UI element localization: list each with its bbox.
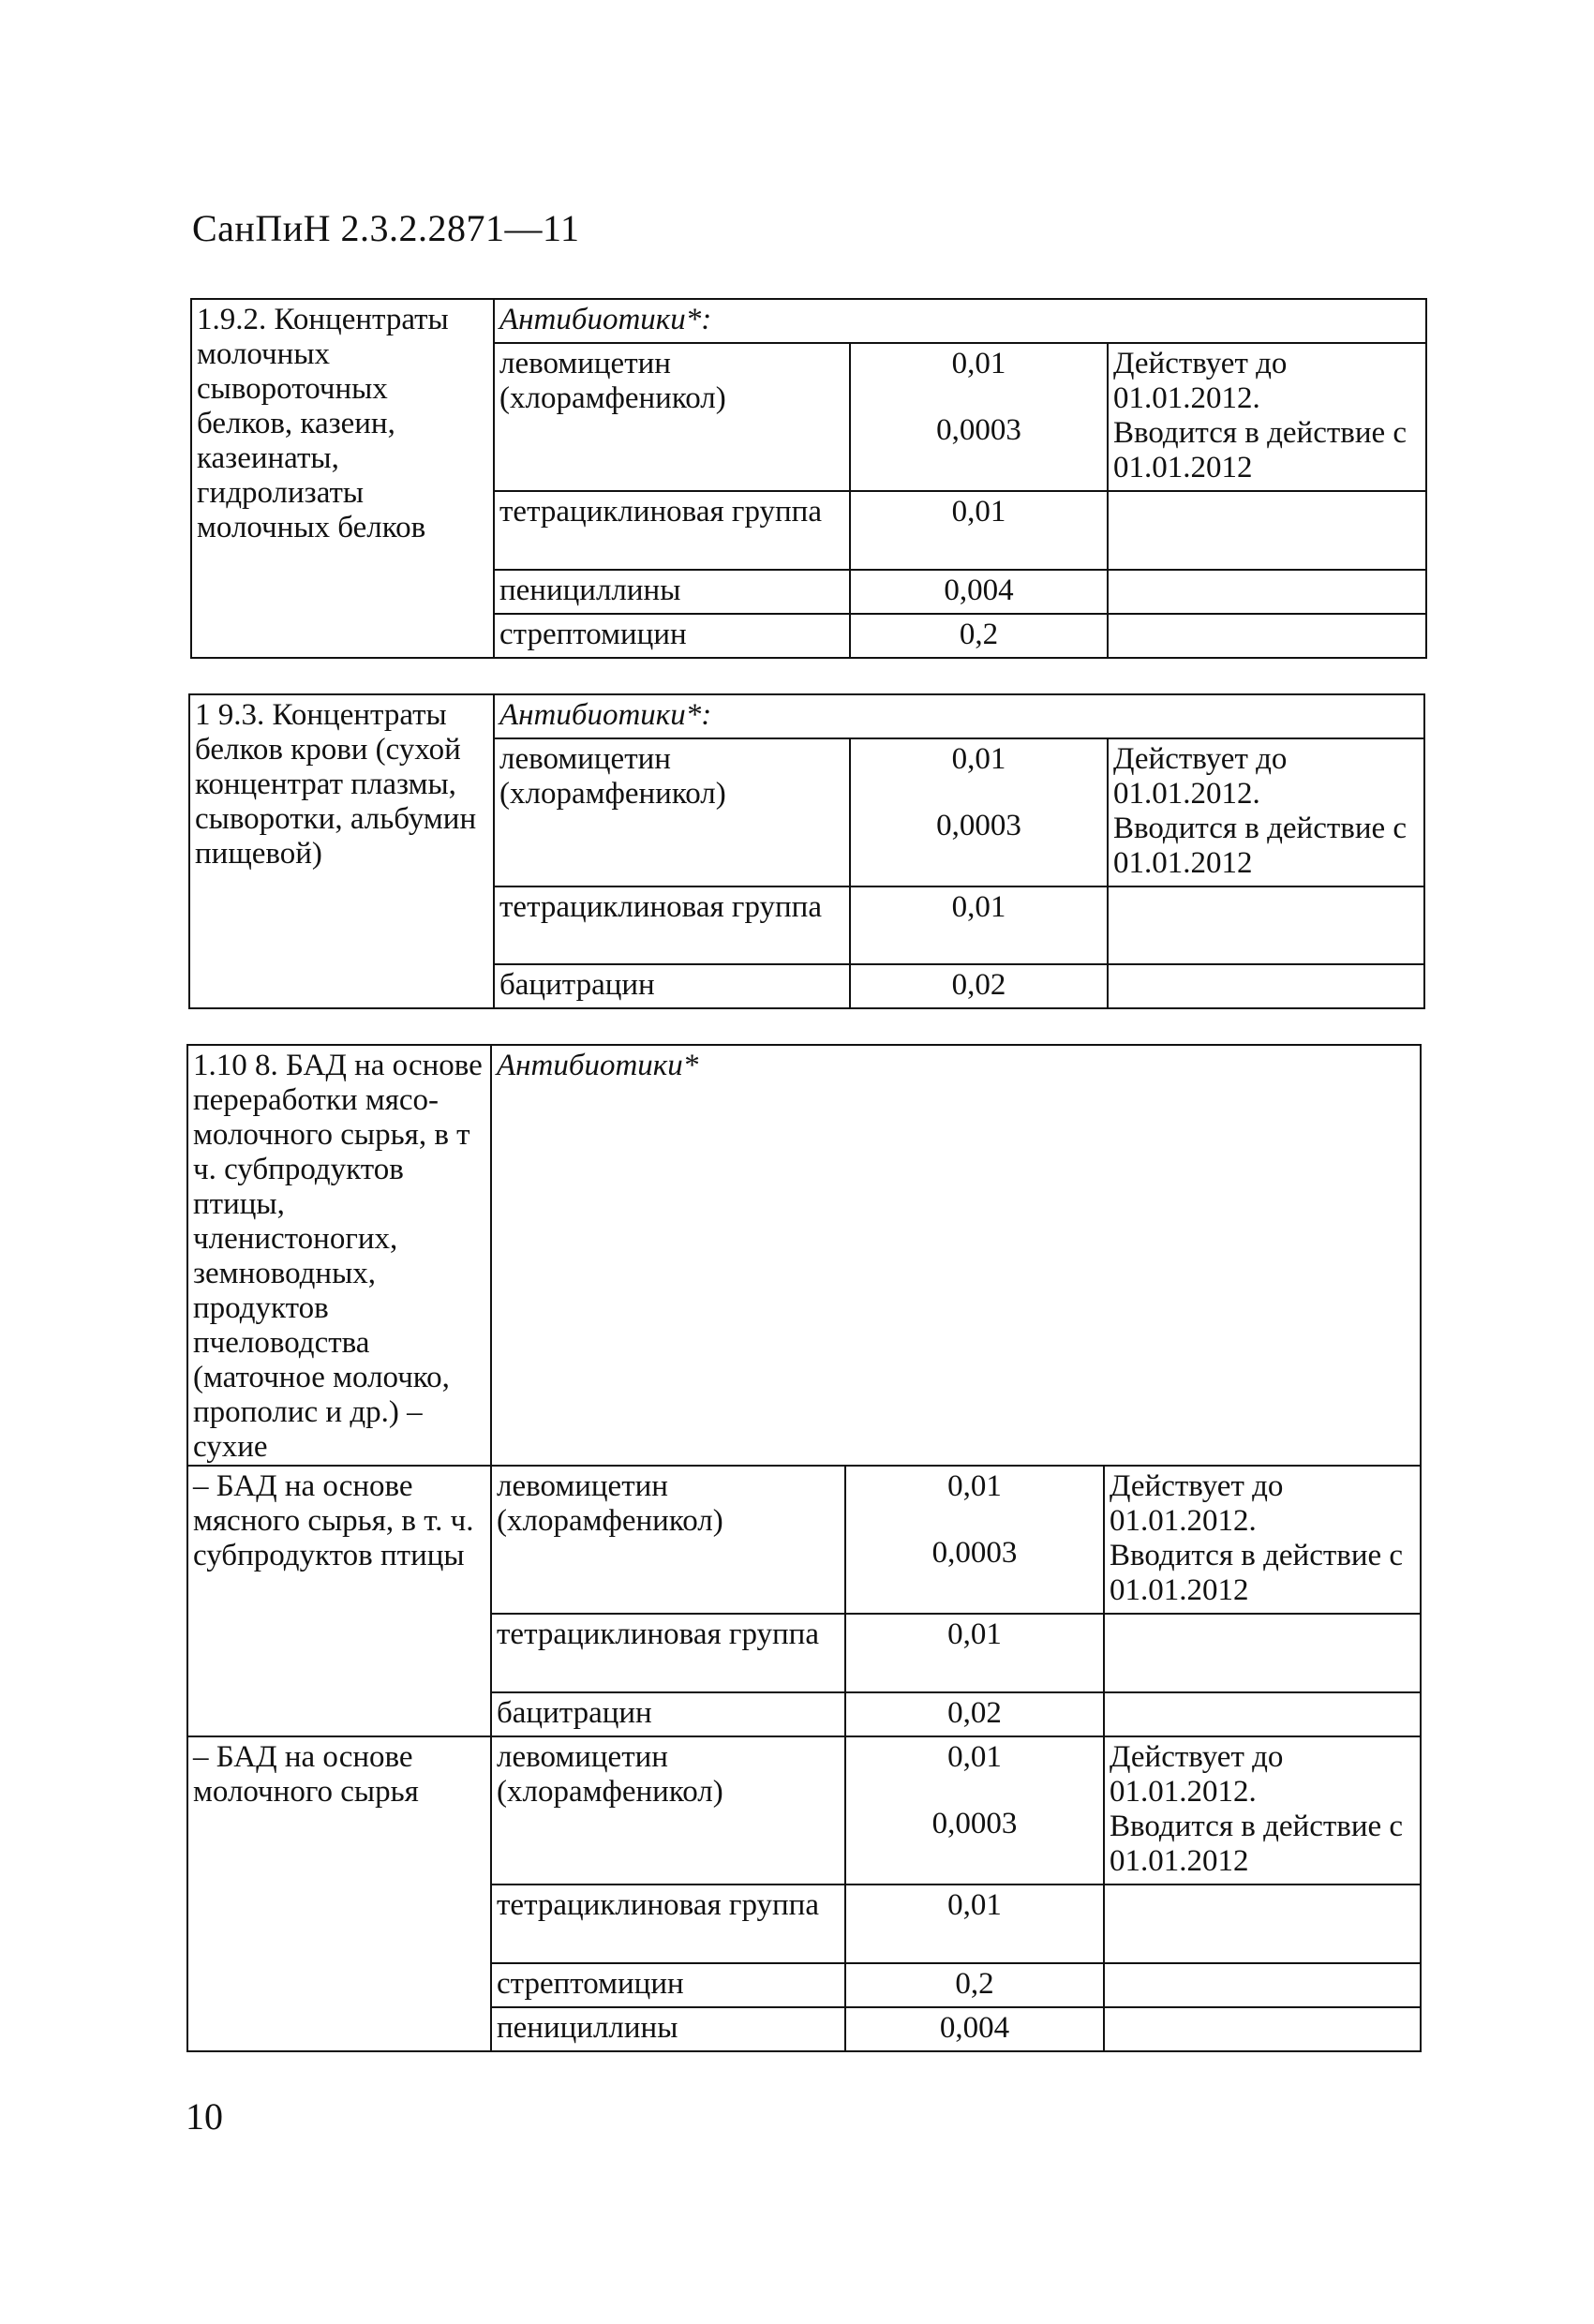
limit-value: 0,01 bbox=[845, 1885, 1104, 1963]
validity-notes: Действует до 01.01.2012. Вводится в действие с 01.01.2012 bbox=[1108, 738, 1424, 886]
validity-notes: Действует до 01.01.2012. Вводится в действие с 01.01.2012 bbox=[1108, 343, 1426, 491]
validity-notes bbox=[1108, 964, 1424, 1008]
validity-notes: Действует до 01.01.2012. Вводится в действие с 01.01.2012 bbox=[1104, 1466, 1421, 1614]
substance-name: пенициллины bbox=[494, 570, 850, 614]
limit-value: 0,01 bbox=[850, 491, 1108, 570]
category-cell: 1.9.2. Концентраты молочных сывороточных белков, казеин, казеинаты, гидролизаты молочных белков bbox=[191, 299, 494, 658]
subgroup-label: – БАД на основе молочного сырья bbox=[187, 1736, 491, 2051]
validity-notes bbox=[1108, 614, 1426, 658]
table-1-9-2 bbox=[190, 298, 1427, 659]
limit-value: 0,2 bbox=[850, 614, 1108, 658]
substance-name: левомицетин (хлорамфеникол) bbox=[491, 1736, 845, 1885]
substance-name: тетрациклиновая группа bbox=[491, 1885, 845, 1963]
limit-values: 0,01 0,0003 bbox=[845, 1736, 1104, 1885]
page-number: 10 bbox=[186, 2095, 223, 2138]
validity-notes bbox=[1104, 1614, 1421, 1692]
group-label: Антибиотики*: bbox=[494, 694, 1424, 738]
limit-value: 0,2 bbox=[845, 1963, 1104, 2007]
substance-name: стрептомицин bbox=[491, 1963, 845, 2007]
limit-value: 0,02 bbox=[845, 1692, 1104, 1736]
group-label: Антибиотики* bbox=[491, 1045, 1421, 1466]
limit-value: 0,01 bbox=[850, 886, 1108, 964]
limit-values: 0,01 0,0003 bbox=[845, 1466, 1104, 1614]
limit-value: 0,004 bbox=[845, 2007, 1104, 2051]
substance-name: тетрациклиновая группа bbox=[494, 491, 850, 570]
validity-notes bbox=[1108, 491, 1426, 570]
validity-notes: Действует до 01.01.2012. Вводится в действие с 01.01.2012 bbox=[1104, 1736, 1421, 1885]
subgroup-label: – БАД на основе мясного сырья, в т. ч. субпродуктов птицы bbox=[187, 1466, 491, 1736]
substance-name: левомицетин (хлорамфеникол) bbox=[494, 343, 850, 491]
substance-name: левомицетин (хлорамфеникол) bbox=[494, 738, 850, 886]
limit-values: 0,01 0,0003 bbox=[850, 343, 1108, 491]
validity-notes bbox=[1104, 1692, 1421, 1736]
substance-name: тетрациклиновая группа bbox=[494, 886, 850, 964]
substance-name: пенициллины bbox=[491, 2007, 845, 2051]
category-cell: 1 9.3. Концентраты белков крови (сухой концентрат плазмы, сыворотки, альбумин пищевой) bbox=[189, 694, 494, 1008]
table-1-10-8 bbox=[186, 1044, 1422, 2052]
limit-value: 0,02 bbox=[850, 964, 1108, 1008]
group-label: Антибиотики*: bbox=[494, 299, 1426, 343]
limit-value: 0,01 bbox=[845, 1614, 1104, 1692]
table-row bbox=[187, 1736, 1421, 1885]
document-header: СанПиН 2.3.2.2871—11 bbox=[192, 207, 580, 249]
validity-notes bbox=[1108, 570, 1426, 614]
substance-name: тетрациклиновая группа bbox=[491, 1614, 845, 1692]
limit-value: 0,004 bbox=[850, 570, 1108, 614]
limit-values: 0,01 0,0003 bbox=[850, 738, 1108, 886]
substance-name: бацитрацин bbox=[494, 964, 850, 1008]
substance-name: бацитрацин bbox=[491, 1692, 845, 1736]
validity-notes bbox=[1108, 886, 1424, 964]
validity-notes bbox=[1104, 1885, 1421, 1963]
table-1-9-3 bbox=[188, 693, 1425, 1009]
category-cell: 1.10 8. БАД на основе переработки мясо-молочного сырья, в т ч. субпродуктов птицы, членистоногих, земноводных, продуктов пчеловодства (маточное молочко, прополис и др.) – сухие bbox=[187, 1045, 491, 1466]
substance-name: стрептомицин bbox=[494, 614, 850, 658]
substance-name: левомицетин (хлорамфеникол) bbox=[491, 1466, 845, 1614]
table-row bbox=[187, 1466, 1421, 1614]
validity-notes bbox=[1104, 2007, 1421, 2051]
validity-notes bbox=[1104, 1963, 1421, 2007]
